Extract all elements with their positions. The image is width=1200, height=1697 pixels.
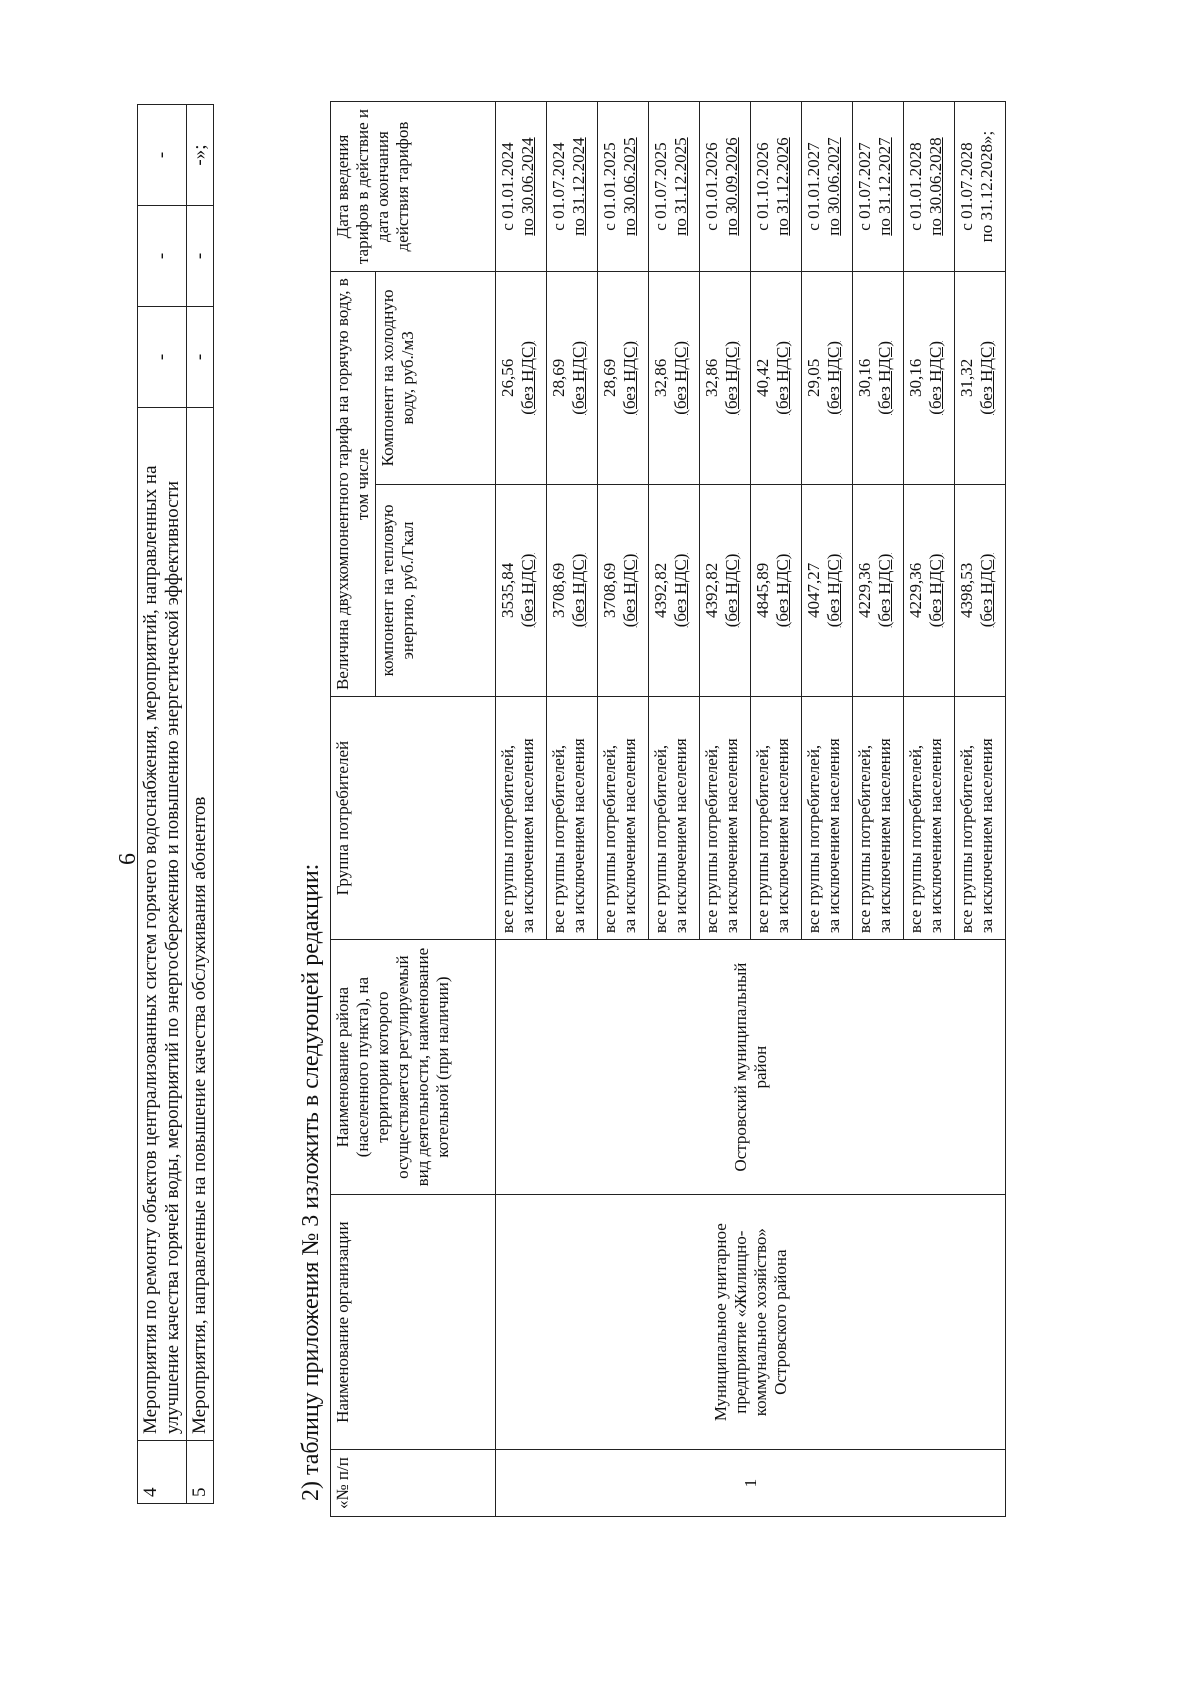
tariff-period xyxy=(955,102,1006,272)
heat-component xyxy=(853,484,904,697)
consumer-group xyxy=(904,697,955,940)
period-to: по 31.12.2028»; xyxy=(977,130,996,243)
header-tariff: Величина двухкомпонентного тарифа на горячую воду, в том числе xyxy=(331,272,376,697)
header-org: Наименование организации xyxy=(331,1195,496,1450)
consumer-group-line2: за исключением населения xyxy=(518,738,537,934)
consumer-group-line2: за исключением населения xyxy=(977,738,996,934)
intro-text: 2) таблицу приложения № 3 изложить в следующей редакции: xyxy=(298,863,324,1501)
consumer-group xyxy=(751,697,802,940)
vat-note: (без НДС) xyxy=(569,341,588,415)
tariff-period xyxy=(496,102,547,272)
consumer-group xyxy=(547,697,598,940)
period-from: с 01.01.2028 xyxy=(906,142,925,231)
consumer-group-line2: за исключением населения xyxy=(722,738,741,934)
heat-component xyxy=(955,484,1006,697)
cold-component xyxy=(649,272,700,485)
cold-component-value: 30,16 xyxy=(855,358,874,397)
consumer-group-line2: за исключением населения xyxy=(671,738,690,934)
cold-component xyxy=(700,272,751,485)
period-from: с 01.07.2024 xyxy=(549,142,568,231)
heat-component xyxy=(547,484,598,697)
measure-number: 5 xyxy=(187,1441,214,1504)
consumer-group xyxy=(598,697,649,940)
cold-component-value: 28,69 xyxy=(600,358,619,397)
consumer-group-line1: все группы потребителей, xyxy=(804,744,823,934)
vat-note: (без НДС) xyxy=(620,553,639,628)
vat-note: (без НДС) xyxy=(977,553,996,628)
vat-note: (без НДС) xyxy=(875,341,894,415)
tariff-table-body xyxy=(496,102,1006,1517)
header-heat: компонент на тепловую энергию, руб./Гкал xyxy=(376,484,496,697)
consumer-group-line1: все группы потребителей, xyxy=(753,744,772,934)
vat-note: (без НДС) xyxy=(518,341,537,415)
measure-value: - xyxy=(138,105,187,206)
tariff-period xyxy=(598,102,649,272)
period-to: по 30.06.2028 xyxy=(926,137,945,236)
cold-component xyxy=(802,272,853,485)
period-from: с 01.10.2026 xyxy=(753,142,772,231)
heat-component xyxy=(751,484,802,697)
vat-note: (без НДС) xyxy=(518,553,537,628)
measures-row xyxy=(138,105,187,1504)
tariff-table xyxy=(330,101,1006,1517)
measure-text: Мероприятия по ремонту объектов централизованных систем горячего водоснабжения, мероприятий, направленных на улучшение качества горячей воды, мероприятий по энергосбережению и повышению энергетической эффективности xyxy=(138,408,187,1441)
cold-component-value: 40,42 xyxy=(753,358,772,397)
consumer-group-line2: за исключением населения xyxy=(620,738,639,934)
heat-component xyxy=(904,484,955,697)
vat-note: (без НДС) xyxy=(722,553,741,628)
vat-note: (без НДС) xyxy=(620,341,639,415)
cold-component-value: 32,86 xyxy=(702,358,721,397)
vat-note: (без НДС) xyxy=(824,553,843,628)
consumer-group-line1: все группы потребителей, xyxy=(702,744,721,934)
period-from: с 01.01.2025 xyxy=(600,142,619,231)
header-num: «№ п/п xyxy=(331,1450,496,1517)
consumer-group-line1: все группы потребителей, xyxy=(600,744,619,934)
consumer-group xyxy=(955,697,1006,940)
table-row xyxy=(496,102,547,1517)
period-to: по 31.12.2024 xyxy=(569,137,588,236)
measure-text: Мероприятия, направленные на повышение качества обслуживания абонентов xyxy=(187,408,214,1441)
consumer-group xyxy=(700,697,751,940)
tariff-period xyxy=(751,102,802,272)
measures-table-body xyxy=(138,105,214,1504)
heat-component-value: 4047,27 xyxy=(804,562,823,619)
consumer-group-line2: за исключением населения xyxy=(926,738,945,934)
vat-note: (без НДС) xyxy=(977,341,996,415)
measure-number: 4 xyxy=(138,1441,187,1504)
cold-component-value: 32,86 xyxy=(651,358,670,397)
vat-note: (без НДС) xyxy=(722,341,741,415)
tariff-period xyxy=(700,102,751,272)
cold-component xyxy=(496,272,547,485)
tariff-table-header xyxy=(331,102,496,1517)
measure-value: - xyxy=(187,206,214,307)
heat-component-value: 4392,82 xyxy=(702,562,721,619)
heat-component xyxy=(802,484,853,697)
measures-table xyxy=(137,104,214,1504)
consumer-group-line2: за исключением населения xyxy=(875,738,894,934)
consumer-group-line2: за исключением населения xyxy=(824,738,843,934)
period-from: с 01.07.2025 xyxy=(651,142,670,231)
heat-component xyxy=(598,484,649,697)
heat-component-value: 3708,69 xyxy=(549,562,568,619)
consumer-group-line1: все группы потребителей, xyxy=(855,744,874,934)
header-cold: Компонент на холодную воду, руб./м3 xyxy=(376,272,496,485)
vat-note: (без НДС) xyxy=(875,553,894,628)
cold-component-value: 26,56 xyxy=(498,358,517,397)
period-to: по 30.06.2024 xyxy=(518,137,537,236)
heat-component xyxy=(649,484,700,697)
consumer-group-line2: за исключением населения xyxy=(773,738,792,934)
measures-row xyxy=(187,105,214,1504)
heat-component-value: 4392,82 xyxy=(651,562,670,619)
measure-value: - xyxy=(138,206,187,307)
vat-note: (без НДС) xyxy=(773,341,792,415)
consumer-group-line1: все группы потребителей, xyxy=(906,744,925,934)
period-to: по 31.12.2025 xyxy=(671,137,690,236)
tariff-period xyxy=(649,102,700,272)
period-from: с 01.07.2028 xyxy=(957,142,976,231)
tariff-period xyxy=(904,102,955,272)
cold-component xyxy=(598,272,649,485)
vat-note: (без НДС) xyxy=(671,341,690,415)
consumer-group-line1: все группы потребителей, xyxy=(498,744,517,934)
cold-component-value: 30,16 xyxy=(906,358,925,397)
vat-note: (без НДС) xyxy=(773,553,792,628)
page-number: 6 xyxy=(115,853,141,865)
period-from: с 01.01.2024 xyxy=(498,142,517,231)
heat-component-value: 3708,69 xyxy=(600,562,619,619)
heat-component xyxy=(496,484,547,697)
cold-component xyxy=(751,272,802,485)
vat-note: (без НДС) xyxy=(569,553,588,628)
vat-note: (без НДС) xyxy=(671,553,690,628)
heat-component-value: 4398,53 xyxy=(957,562,976,619)
header-date: Дата введения тарифов в действие и дата окончания действия тарифов xyxy=(331,102,496,272)
measure-value: - xyxy=(138,307,187,408)
heat-component xyxy=(700,484,751,697)
cold-component-value: 28,69 xyxy=(549,358,568,397)
header-district: Наименование района (населенного пункта), на территории которого осуществляется регулируемый вид деятельности, наименование котельной (при наличии) xyxy=(331,940,496,1195)
consumer-group-line1: все группы потребителей, xyxy=(549,744,568,934)
header-group: Группа потребителей xyxy=(331,697,496,940)
tariff-period xyxy=(547,102,598,272)
heat-component-value: 3535,84 xyxy=(498,562,517,619)
cold-component-value: 29,05 xyxy=(804,358,823,397)
period-to: по 30.06.2025 xyxy=(620,137,639,236)
district-name: Островский муниципальный район xyxy=(496,940,1006,1195)
heat-component-value: 4229,36 xyxy=(906,562,925,619)
consumer-group xyxy=(802,697,853,940)
heat-component-value: 4229,36 xyxy=(855,562,874,619)
period-to: по 30.06.2027 xyxy=(824,137,843,236)
cold-component-value: 31,32 xyxy=(957,358,976,397)
period-to: по 31.12.2026 xyxy=(773,137,792,236)
vat-note: (без НДС) xyxy=(926,341,945,415)
measure-value: - xyxy=(187,307,214,408)
consumer-group-line2: за исключением населения xyxy=(569,738,588,934)
cold-component xyxy=(853,272,904,485)
cold-component xyxy=(547,272,598,485)
consumer-group xyxy=(853,697,904,940)
cold-component xyxy=(955,272,1006,485)
vat-note: (без НДС) xyxy=(824,341,843,415)
consumer-group-line1: все группы потребителей, xyxy=(957,744,976,934)
tariff-period xyxy=(802,102,853,272)
tariff-period xyxy=(853,102,904,272)
cold-component xyxy=(904,272,955,485)
consumer-group xyxy=(649,697,700,940)
period-from: с 01.07.2027 xyxy=(855,142,874,231)
consumer-group-line1: все группы потребителей, xyxy=(651,744,670,934)
period-to: по 30.09.2026 xyxy=(722,137,741,236)
period-from: с 01.01.2027 xyxy=(804,142,823,231)
period-from: с 01.01.2026 xyxy=(702,142,721,231)
row-number: 1 xyxy=(496,1450,1006,1517)
period-to: по 31.12.2027 xyxy=(875,137,894,236)
vat-note: (без НДС) xyxy=(926,553,945,628)
heat-component-value: 4845,89 xyxy=(753,562,772,619)
organization-name: Муниципальное унитарное предприятие «Жилищно-коммунальное хозяйство» Островского района xyxy=(496,1195,1006,1450)
consumer-group xyxy=(496,697,547,940)
measure-value: -»; xyxy=(187,105,214,206)
